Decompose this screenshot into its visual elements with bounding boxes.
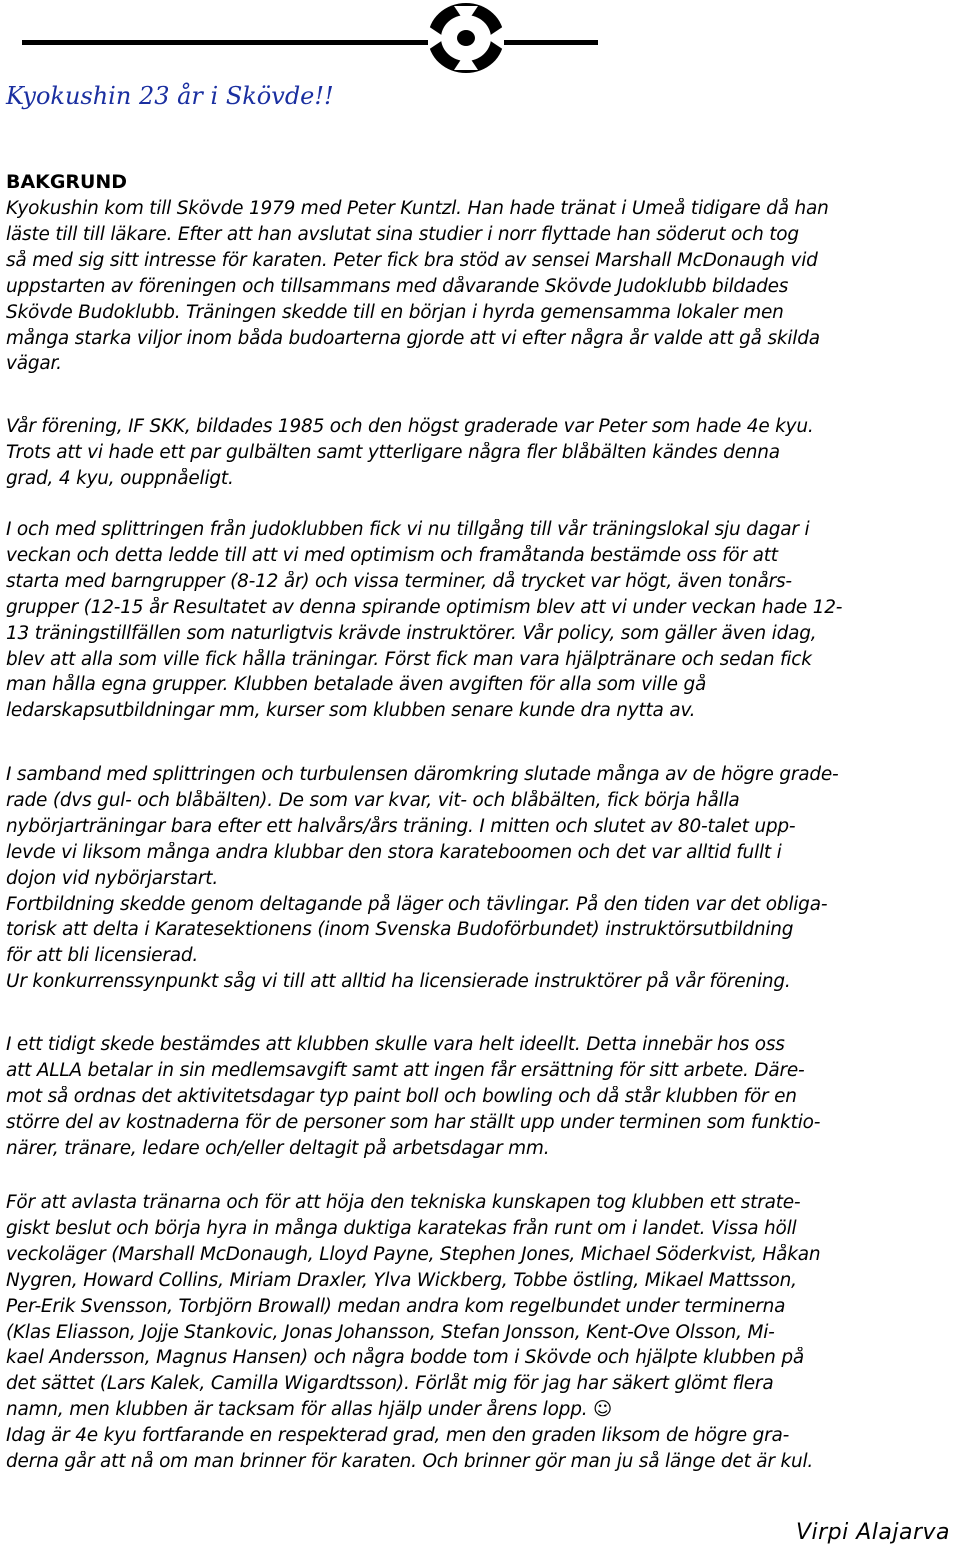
text-line: giskt beslut och börja hyra in många duktiga karatekas från runt om i landet. Vissa höll bbox=[6, 1217, 797, 1239]
text-line: grupper (12-15 år Resultatet av denna spirande optimism blev att vi under veckan hade 12- bbox=[6, 596, 843, 618]
text-line: för att bli licensierad. bbox=[6, 945, 199, 967]
text-line: att ALLA betalar in sin medlemsavgift samt att ingen får ersättning för sitt arbete. Däre- bbox=[6, 1059, 805, 1081]
text-line: I samband med splittringen och turbulensen däromkring slutade många av de högre grade- bbox=[6, 764, 839, 785]
text-line: grad, 4 kyu, ouppnåeligt. bbox=[6, 467, 234, 489]
text-line: dojon vid nybörjarstart. bbox=[6, 867, 218, 889]
text-line: ledarskapsutbildningar mm, kurser som klubben senare kunde dra nytta av. bbox=[6, 700, 696, 722]
text-line: Trots att vi hade ett par gulbälten samt ytterligare några fler blåbälten kändes denna bbox=[6, 441, 780, 463]
text-line: man hålla egna grupper. Klubben betalade även avgiften för alla som ville gå bbox=[6, 674, 707, 696]
paragraph-instructors bbox=[6, 1190, 956, 1475]
paragraph-background bbox=[6, 196, 956, 377]
text-line: Vår förening, IF SKK, bildades 1985 och den högst graderade var Peter som hade 4e kyu. bbox=[6, 416, 814, 437]
text-line: nybörjarträningar bara efter ett halvårs/års träning. I mitten och slutet av 80-talet upp- bbox=[6, 815, 796, 837]
text-line: veckan och detta ledde till att vi med optimism och framåtanda bestämde oss för att bbox=[6, 544, 778, 566]
header-rule-left bbox=[22, 40, 430, 45]
text-line: I ett tidigt skede bestämdes att klubben skulle vara helt ideellt. Detta innebär hos oss bbox=[6, 1034, 785, 1055]
text-line: 13 träningstillfällen som naturligtvis krävde instruktörer. Vår policy, som gäller även idag, bbox=[6, 622, 817, 644]
text-line: Nygren, Howard Collins, Miriam Draxler, Ylva Wickberg, Tobbe östling, Mikael Mattsson, bbox=[6, 1269, 797, 1291]
paragraph-growth bbox=[6, 517, 956, 724]
text-line: namn, men klubben är tacksam för allas hjälp under årens lopp. ☺ bbox=[6, 1399, 613, 1421]
text-line: vägar. bbox=[6, 353, 62, 375]
kyokushin-kanku-logo bbox=[424, 0, 508, 76]
text-line: mot så ordnas det aktivitetsdagar typ paint boll och bowling och då står klubben för en bbox=[6, 1085, 797, 1107]
text-line: närer, tränare, ledare och/eller deltagit på arbetsdagar mm. bbox=[6, 1137, 550, 1159]
paragraph-split bbox=[6, 762, 956, 995]
text-line: Skövde Budoklubb. Träningen skedde till en början i hyrda gemensamma lokaler men bbox=[6, 301, 784, 323]
text-line: Per-Erik Svensson, Torbjörn Browall) medan andra kom regelbundet under terminerna bbox=[6, 1295, 786, 1317]
text-line: större del av kostnaderna för de personer som har ställt upp under terminen som funktio- bbox=[6, 1111, 821, 1133]
text-line: rade (dvs gul- och blåbälten). De som var kvar, vit- och blåbälten, fick börja hålla bbox=[6, 789, 740, 811]
section-heading: BAKGRUND bbox=[6, 171, 127, 193]
text-line: läste till till läkare. Efter att han avslutat sina studier i norr flyttade han söderut och tog bbox=[6, 223, 799, 245]
document-title: Kyokushin 23 år i Skövde!! bbox=[6, 82, 334, 110]
text-line: veckoläger (Marshall McDonaugh, Lloyd Payne, Stephen Jones, Michael Söderkvist, Håkan bbox=[6, 1243, 821, 1265]
text-line: Kyokushin kom till Skövde 1979 med Peter Kuntzl. Han hade tränat i Umeå tidigare då han bbox=[6, 198, 829, 219]
text-line: så med sig sitt intresse för karaten. Peter fick bra stöd av sensei Marshall McDonaugh vid bbox=[6, 249, 818, 271]
text-line: Fortbildning skedde genom deltagande på läger och tävlingar. På den tiden var det obliga- bbox=[6, 893, 828, 915]
text-line: Ur konkurrenssynpunkt såg vi till att alltid ha licensierade instruktörer på vår förening. bbox=[6, 971, 791, 993]
text-line: uppstarten av föreningen och tillsammans med dåvarande Skövde Judoklubb bildades bbox=[6, 275, 789, 297]
text-line: det sättet (Lars Kalek, Camilla Wigardtsson). Förlåt mig för jag har säkert glömt flera bbox=[6, 1373, 774, 1395]
text-line: kael Andersson, Magnus Hansen) och några bodde tom i Skövde och hjälpte klubben på bbox=[6, 1347, 804, 1369]
text-line: I och med splittringen från judoklubben fick vi nu tillgång till vår träningslokal sju dagar i bbox=[6, 519, 810, 540]
paragraph-founding bbox=[6, 414, 956, 492]
text-line: många starka viljor inom båda budoarterna gjorde att vi efter några år valde att gå skilda bbox=[6, 327, 820, 349]
paragraph-nonprofit bbox=[6, 1032, 956, 1162]
text-line: starta med barngrupper (8-12 år) och vissa terminer, då trycket var högt, även tonårs- bbox=[6, 570, 792, 592]
text-line: (Klas Eliasson, Jojje Stankovic, Jonas Johansson, Stefan Jonsson, Kent-Ove Olsson, Mi- bbox=[6, 1321, 775, 1343]
author-signature: Virpi Alajarva bbox=[795, 1520, 950, 1545]
text-line: levde vi liksom många andra klubbar den stora karateboomen och det var alltid fullt i bbox=[6, 841, 782, 863]
text-line: torisk att delta i Karatesektionens (inom Svenska Budoförbundet) instruktörsutbildning bbox=[6, 919, 794, 941]
text-line: För att avlasta tränarna och för att höja den tekniska kunskapen tog klubben ett strate- bbox=[6, 1192, 801, 1213]
text-line: derna går att nå om man brinner för karaten. Och brinner gör man ju så länge det är kul. bbox=[6, 1451, 814, 1473]
text-line: blev att alla som ville fick hålla träningar. Först fick man vara hjälptränare och sedan fick bbox=[6, 648, 812, 670]
text-line: Idag är 4e kyu fortfarande en respekterad grad, men den graden liksom de högre gra- bbox=[6, 1425, 790, 1447]
